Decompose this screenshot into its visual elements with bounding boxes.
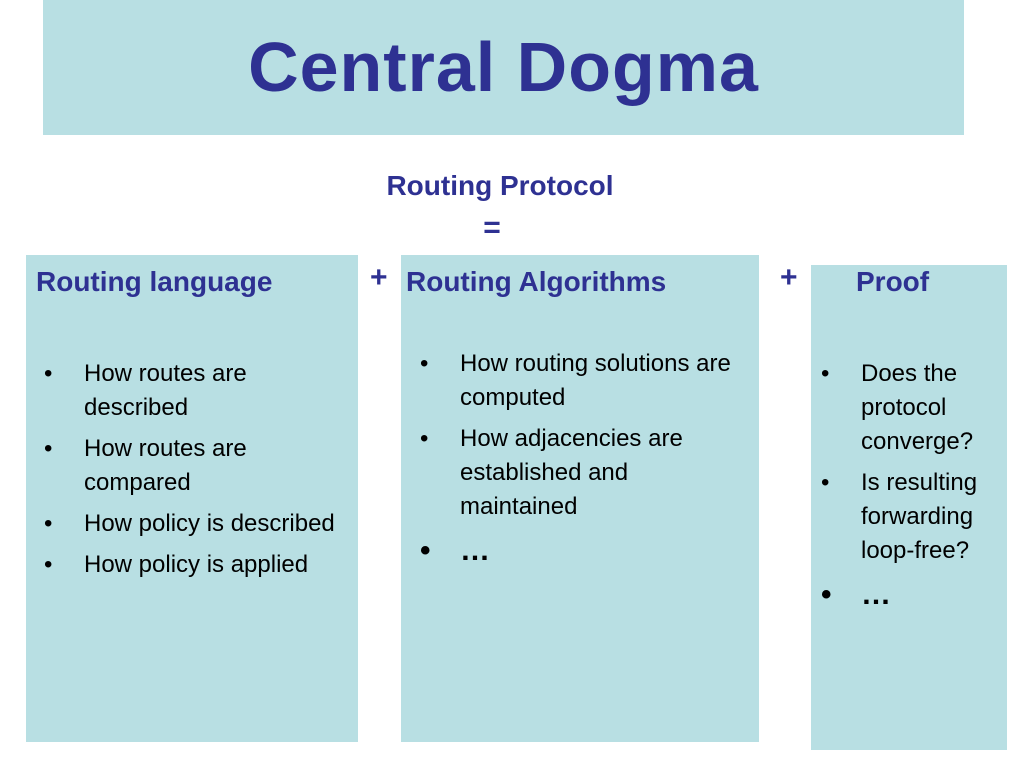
list-item [821,466,1011,568]
list-item-text: How adjacencies are established and maintained [460,425,683,520]
list-item [420,422,750,524]
bullet-icon: • [44,360,53,387]
title-banner [43,0,964,135]
list-item-text: How policy is applied [84,551,309,578]
bullet-icon: • [420,350,429,377]
list-item [44,548,344,582]
list-item [821,357,1011,459]
list-item [44,507,344,541]
routing-protocol-label: Routing Protocol [386,170,614,201]
bullet-icon: • [44,435,53,462]
list-item-text: How routes are compared [84,435,247,496]
list-item-text: Does the protocol converge? [861,360,974,455]
routing-language-list [44,357,344,589]
list-item [420,531,750,571]
routing-algorithms-heading: Routing Algorithms [406,266,667,297]
bullet-icon: • [44,510,53,537]
list-item-text: How routing solutions are computed [460,350,731,411]
list-item-text: … [460,534,490,567]
proof-list [821,357,1011,622]
bullet-icon: • [821,469,830,496]
slide-title: Central Dogma [248,28,759,106]
plus-sign-1: + [370,261,388,294]
list-item-text: Is resulting forwarding loop-free? [861,469,978,564]
plus-sign-2: + [780,261,798,294]
list-item-text: How routes are described [84,360,247,421]
bullet-icon: • [420,534,431,567]
list-item [420,347,750,415]
list-item-text: … [861,578,891,611]
bullet-icon: • [821,360,830,387]
list-item [44,432,344,500]
list-item [821,575,1011,615]
bullet-icon: • [821,578,832,611]
proof-heading: Proof [856,266,930,297]
equals-sign: = [483,211,501,244]
list-item [44,357,344,425]
routing-algorithms-list [420,347,750,578]
bullet-icon: • [44,551,53,578]
bullet-icon: • [420,425,429,452]
routing-language-heading: Routing language [36,266,273,297]
list-item-text: How policy is described [84,510,335,537]
